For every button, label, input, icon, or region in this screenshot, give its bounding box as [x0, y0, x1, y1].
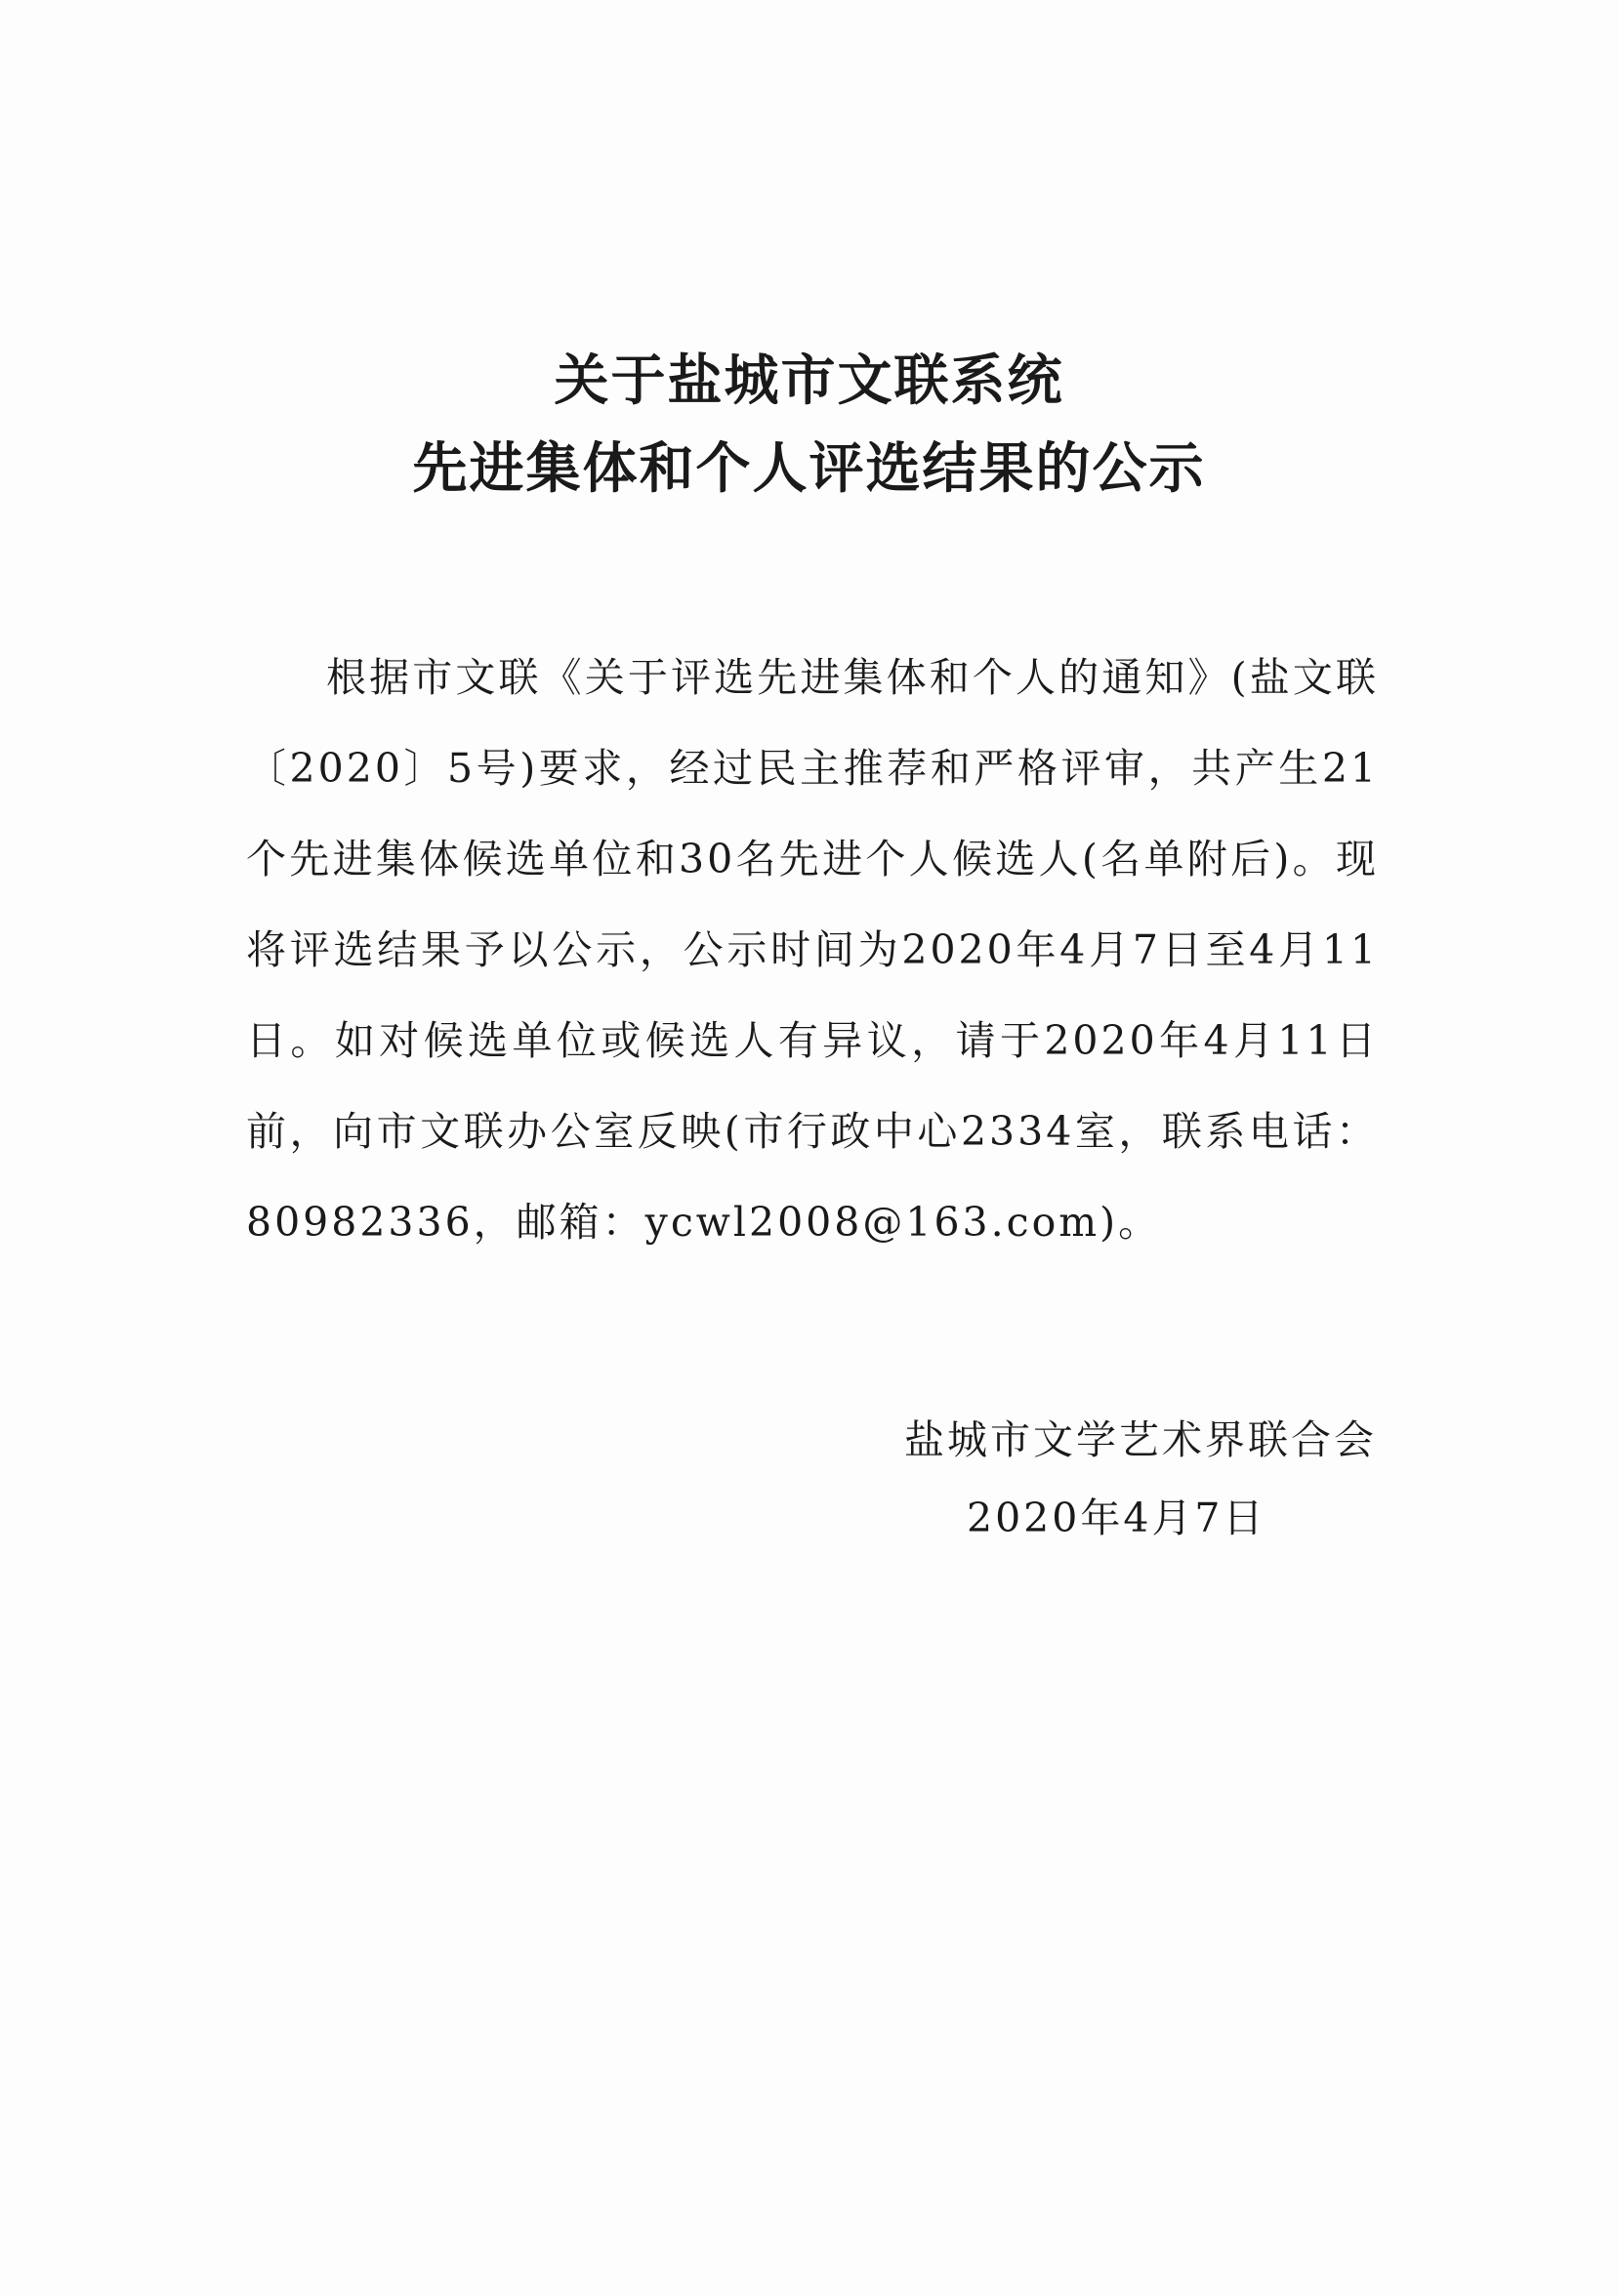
- signature-date: 2020年4月7日: [967, 1495, 1266, 1541]
- document-title-line-1: 关于盐城市文联系统: [554, 348, 1064, 413]
- document-title-line-2: 先进集体和个人评选结果的公示: [412, 436, 1206, 501]
- body-paragraph: 根据市文联《关于评选先进集体和个人的通知》(盐文联〔2020〕5号)要求，经过民主推荐和严格评审，共产生21个先进集体候选单位和30名先进个人候选人(名单附后)。现将评选结果予以公示，公示时间为2020年4月7日至4月11日。如对候选单位或候选人有异议，请于2020年4月11日前，向市文联办公室反映(市行政中心2334室，联系电话：80982336，邮箱：ycwl2008@163.com)。: [246, 654, 1379, 1246]
- signature-organization: 盐城市文学艺术界联合会: [904, 1416, 1377, 1463]
